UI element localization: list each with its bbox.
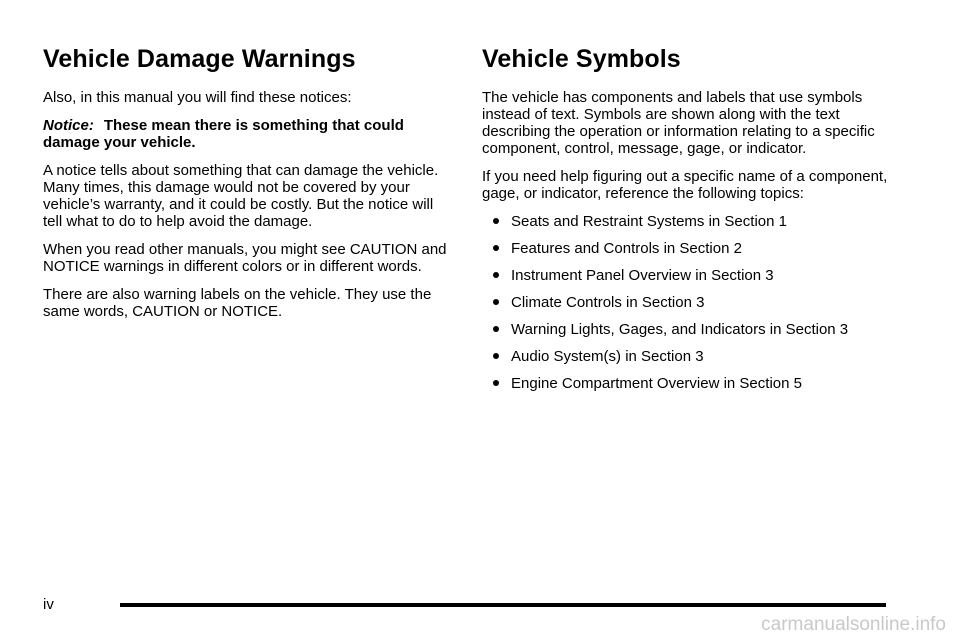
other-manuals-paragraph: When you read other manuals, you might see CAUTION and NOTICE warnings in different colors or in different words. <box>43 241 447 275</box>
notice-explanation: A notice tells about something that can damage the vehicle. Many times, this damage would not be covered by your vehicle’s warranty, and it could be costly. But the notice will tell what to do to help avoid the damage. <box>43 162 439 230</box>
bullet-icon <box>493 326 499 332</box>
topic-text: Instrument Panel Overview in Section 3 <box>511 267 774 284</box>
notices-intro: Also, in this manual you will find these notices: <box>43 89 352 106</box>
notice-definition <box>43 117 453 151</box>
topics-intro-paragraph: If you need help figuring out a specific name of a component, gage, or indicator, reference the following topics: <box>482 168 888 202</box>
topic-item <box>482 375 902 392</box>
bullet-icon <box>493 218 499 224</box>
topic-text: Audio System(s) in Section 3 <box>511 348 704 365</box>
bullet-icon <box>493 380 499 386</box>
topic-text: Warning Lights, Gages, and Indicators in Section 3 <box>511 321 849 338</box>
vehicle-symbols-heading: Vehicle Symbols <box>482 45 681 73</box>
symbols-intro-paragraph: The vehicle has components and labels that use symbols instead of text. Symbols are shown along with the text describing the operation or information relating to a specific component, control, message, gage, or indicator. <box>482 89 875 157</box>
bullet-icon <box>493 299 499 305</box>
footer-rule <box>120 603 886 607</box>
topic-text: Climate Controls in Section 3 <box>511 294 705 311</box>
topic-text: Engine Compartment Overview in Section 5 <box>511 375 802 392</box>
topic-item <box>482 240 902 257</box>
topic-item <box>482 213 902 230</box>
notice-label: Notice: <box>43 117 94 134</box>
page-number: iv <box>43 596 54 613</box>
warning-labels-paragraph: There are also warning labels on the vehicle. They use the same words, CAUTION or NOTICE. <box>43 286 432 320</box>
topic-item <box>482 294 902 311</box>
topics-list <box>482 213 902 392</box>
bullet-icon <box>493 353 499 359</box>
bullet-icon <box>493 245 499 251</box>
topic-item <box>482 348 902 365</box>
watermark: carmanualsonline.info <box>761 614 946 635</box>
topic-text: Seats and Restraint Systems in Section 1 <box>511 213 787 230</box>
right-column <box>482 42 902 402</box>
topic-text: Features and Controls in Section 2 <box>511 240 742 257</box>
topic-item <box>482 267 902 284</box>
damage-warnings-heading: Vehicle Damage Warnings <box>43 45 356 73</box>
bullet-icon <box>493 272 499 278</box>
notice-text: These mean there is something that could damage your vehicle. <box>43 117 404 151</box>
left-column <box>43 42 453 331</box>
topic-item <box>482 321 902 338</box>
